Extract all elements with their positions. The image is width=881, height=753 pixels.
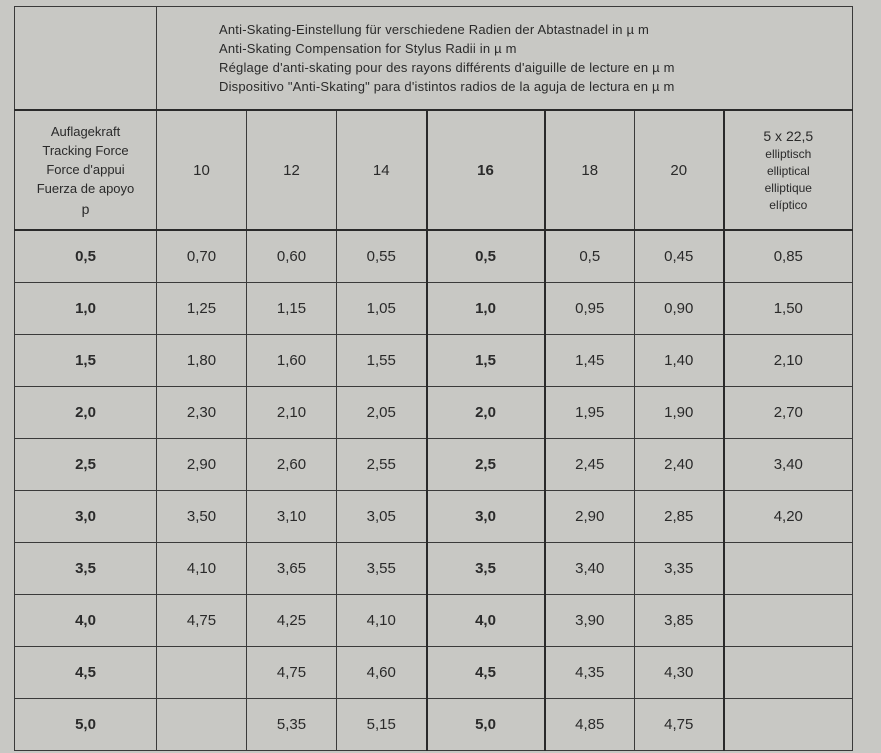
force-value: 5,0 <box>15 699 157 751</box>
table-row <box>15 699 853 751</box>
cell-r12: 3,10 <box>247 491 337 543</box>
cell-r18: 2,45 <box>545 439 635 491</box>
cell-r12: 4,75 <box>247 647 337 699</box>
force-value: 0,5 <box>15 230 157 283</box>
cell-r12: 2,10 <box>247 387 337 439</box>
cell-r20: 4,75 <box>635 699 724 751</box>
cell-r10: 4,10 <box>157 543 247 595</box>
cell-elliptic: 4,20 <box>724 491 853 543</box>
cell-r14: 4,60 <box>337 647 427 699</box>
cell-r18: 3,90 <box>545 595 635 647</box>
cell-elliptic <box>724 647 853 699</box>
cell-r10: 4,75 <box>157 595 247 647</box>
table-row <box>15 595 853 647</box>
table-row <box>15 387 853 439</box>
table-row <box>15 439 853 491</box>
cell-r12: 3,65 <box>247 543 337 595</box>
cell-r20: 1,90 <box>635 387 724 439</box>
cell-r14: 5,15 <box>337 699 427 751</box>
cell-r14: 2,55 <box>337 439 427 491</box>
cell-r14: 3,05 <box>337 491 427 543</box>
force-unit: p <box>81 200 90 217</box>
cell-r14: 1,05 <box>337 283 427 335</box>
cell-r18: 3,40 <box>545 543 635 595</box>
title-line-fr: Réglage d'anti-skating pour des rayons différents d'aiguille de lecture en µ m <box>219 60 675 75</box>
cell-r14: 4,10 <box>337 595 427 647</box>
force-header-en: Tracking Force <box>42 142 129 158</box>
cell-r16: 3,0 <box>427 491 545 543</box>
force-value: 3,0 <box>15 491 157 543</box>
cell-r18: 1,45 <box>545 335 635 387</box>
force-value: 4,5 <box>15 647 157 699</box>
cell-r20: 0,90 <box>635 283 724 335</box>
radius-header-12: 12 <box>247 110 337 230</box>
cell-r14: 0,55 <box>337 230 427 283</box>
elliptic-es: elíptico <box>769 198 808 212</box>
cell-r12: 1,60 <box>247 335 337 387</box>
radius-header-14: 14 <box>337 110 427 230</box>
cell-r18: 4,35 <box>545 647 635 699</box>
cell-r20: 1,40 <box>635 335 724 387</box>
cell-r18: 2,90 <box>545 491 635 543</box>
cell-elliptic <box>724 699 853 751</box>
cell-r16: 4,0 <box>427 595 545 647</box>
cell-elliptic: 0,85 <box>724 230 853 283</box>
cell-r20: 3,85 <box>635 595 724 647</box>
cell-r16: 2,5 <box>427 439 545 491</box>
radius-header-20: 20 <box>635 110 724 230</box>
corner-cell <box>15 7 157 111</box>
cell-r14: 1,55 <box>337 335 427 387</box>
cell-r12: 5,35 <box>247 699 337 751</box>
cell-r10: 3,50 <box>157 491 247 543</box>
title-line-en: Anti-Skating Compensation for Stylus Radii in µ m <box>219 41 517 56</box>
cell-r12: 4,25 <box>247 595 337 647</box>
title-line-es: Dispositivo "Anti-Skating" para d'istintos radios de la aguja de lectura en µ m <box>219 79 675 94</box>
cell-r10: 0,70 <box>157 230 247 283</box>
cell-r20: 3,35 <box>635 543 724 595</box>
cell-r10 <box>157 647 247 699</box>
table-row <box>15 335 853 387</box>
cell-r20: 0,45 <box>635 230 724 283</box>
cell-elliptic: 2,10 <box>724 335 853 387</box>
force-value: 4,0 <box>15 595 157 647</box>
force-value: 1,5 <box>15 335 157 387</box>
cell-r10: 2,90 <box>157 439 247 491</box>
table-row <box>15 230 853 283</box>
cell-r16: 4,5 <box>427 647 545 699</box>
cell-elliptic: 2,70 <box>724 387 853 439</box>
tracking-force-header <box>15 110 157 230</box>
cell-r12: 1,15 <box>247 283 337 335</box>
radius-header-10: 10 <box>157 110 247 230</box>
force-value: 2,5 <box>15 439 157 491</box>
cell-r12: 0,60 <box>247 230 337 283</box>
table-row <box>15 543 853 595</box>
cell-r18: 4,85 <box>545 699 635 751</box>
cell-elliptic <box>724 595 853 647</box>
force-value: 1,0 <box>15 283 157 335</box>
cell-elliptic: 1,50 <box>724 283 853 335</box>
table-row <box>15 491 853 543</box>
cell-r16: 2,0 <box>427 387 545 439</box>
cell-r20: 2,85 <box>635 491 724 543</box>
table-row <box>15 283 853 335</box>
table-title <box>157 7 853 111</box>
cell-r16: 3,5 <box>427 543 545 595</box>
table-body <box>15 230 853 751</box>
table-row <box>15 647 853 699</box>
cell-r18: 0,95 <box>545 283 635 335</box>
cell-r18: 0,5 <box>545 230 635 283</box>
cell-r14: 3,55 <box>337 543 427 595</box>
cell-elliptic: 3,40 <box>724 439 853 491</box>
force-header-fr: Force d'appui <box>46 161 125 177</box>
elliptic-en: elliptical <box>766 164 810 178</box>
cell-r10: 2,30 <box>157 387 247 439</box>
elliptic-header <box>724 110 853 230</box>
elliptic-size: 5 x 22,5 <box>763 128 814 144</box>
force-value: 3,5 <box>15 543 157 595</box>
cell-r12: 2,60 <box>247 439 337 491</box>
cell-r16: 5,0 <box>427 699 545 751</box>
cell-r18: 1,95 <box>545 387 635 439</box>
cell-elliptic <box>724 543 853 595</box>
elliptic-fr: elliptique <box>764 181 812 195</box>
title-line-de: Anti-Skating-Einstellung für verschiedene Radien der Abtastnadel in µ m <box>219 22 649 37</box>
cell-r16: 1,0 <box>427 283 545 335</box>
anti-skating-table <box>14 6 853 751</box>
radius-header-16: 16 <box>427 110 545 230</box>
radius-header-18: 18 <box>545 110 635 230</box>
cell-r10: 1,25 <box>157 283 247 335</box>
force-value: 2,0 <box>15 387 157 439</box>
cell-r16: 0,5 <box>427 230 545 283</box>
force-header-de: Auflagekraft <box>50 123 121 139</box>
cell-r14: 2,05 <box>337 387 427 439</box>
cell-r10: 1,80 <box>157 335 247 387</box>
cell-r20: 4,30 <box>635 647 724 699</box>
cell-r16: 1,5 <box>427 335 545 387</box>
elliptic-de: elliptisch <box>765 147 812 161</box>
cell-r20: 2,40 <box>635 439 724 491</box>
force-header-es: Fuerza de apoyo <box>36 180 135 196</box>
cell-r10 <box>157 699 247 751</box>
